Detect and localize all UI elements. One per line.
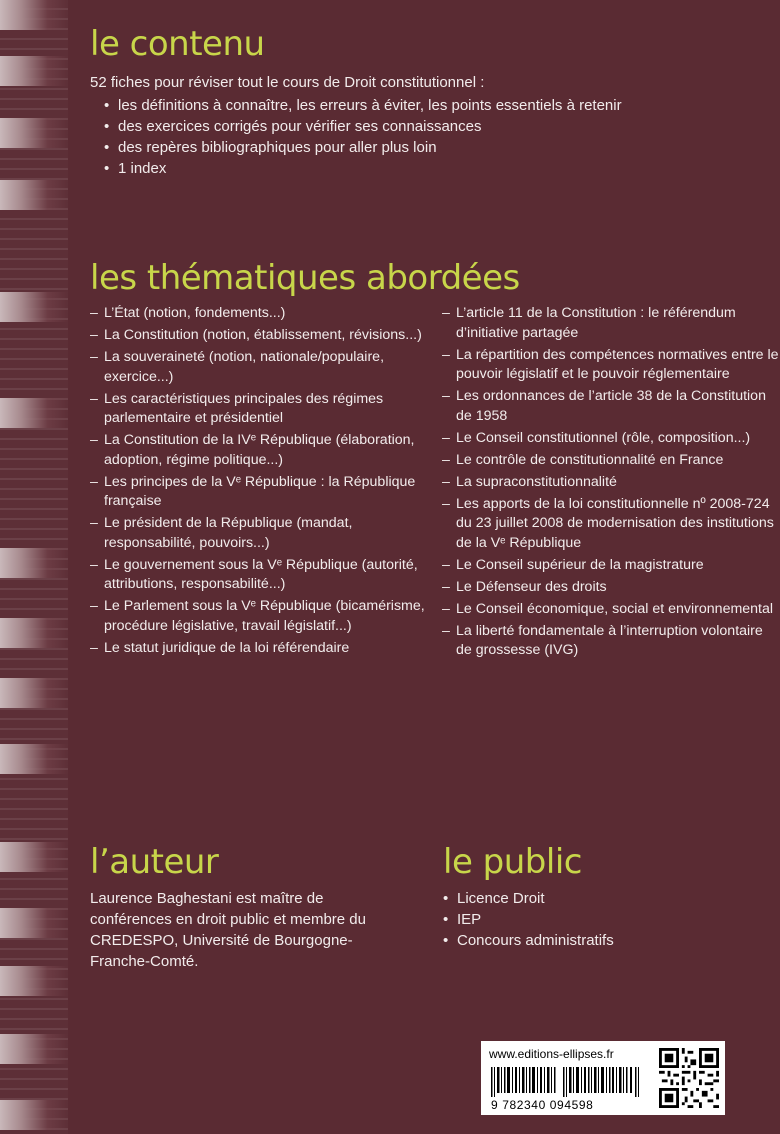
list-item: – Le président de la République (mandat, responsabilité, pouvoirs...)	[90, 514, 430, 553]
isbn-number: 9 782340 094598	[491, 1098, 594, 1112]
auteur-heading: l’auteur	[90, 842, 219, 882]
list-item: – La répartition des compétences normatives entre le pouvoir législatif et le pouvoir réglementaire	[442, 346, 780, 385]
thematiques-left-column	[90, 304, 430, 661]
list-item: – Les ordonnances de l’article 38 de la Constitution de 1958	[442, 387, 780, 426]
stripe-band	[0, 0, 68, 30]
list-item: – Le Défenseur des droits	[442, 578, 780, 598]
list-item: – Le gouvernement sous la Vᵉ République (autorité, attributions, responsabilité...)	[90, 556, 430, 595]
stripe-band	[0, 548, 68, 578]
list-item: • IEP	[443, 909, 743, 930]
public-list	[443, 888, 743, 951]
list-item: • Concours administratifs	[443, 930, 743, 951]
list-item: • des exercices corrigés pour vérifier ses connaissances	[104, 116, 730, 137]
stripe-band	[0, 842, 68, 872]
stripe-band	[0, 908, 68, 938]
contenu-lead: 52 fiches pour réviser tout le cours de Droit constitutionnel :	[90, 74, 485, 91]
qr-code-icon[interactable]	[659, 1047, 719, 1109]
list-item: – La supraconstitutionnalité	[442, 473, 780, 493]
list-item: – Le Conseil économique, social et environnemental	[442, 600, 780, 620]
stripe-band	[0, 678, 68, 708]
contenu-heading: le contenu	[90, 24, 265, 64]
list-item: – L’État (notion, fondements...)	[90, 304, 430, 324]
stripe-band	[0, 56, 68, 86]
section-auteur	[90, 840, 390, 972]
list-item: – Le contrôle de constitutionnalité en France	[442, 451, 780, 471]
list-item: – La Constitution de la IVᵉ République (élaboration, adoption, régime politique...)	[90, 431, 430, 470]
list-item: • Licence Droit	[443, 888, 743, 909]
stripe-band	[0, 118, 68, 148]
list-item: – Le statut juridique de la loi référendaire	[90, 639, 430, 659]
list-item: – La Constitution (notion, établissement, révisions...)	[90, 326, 430, 346]
stripe-band	[0, 1034, 68, 1064]
list-item: – Les apports de la loi constitutionnelle nº 2008-724 du 23 juillet 2008 de modernisation des institutions de la Vᵉ République	[442, 495, 780, 554]
list-item: – Les caractéristiques principales des régimes parlementaire et présidentiel	[90, 390, 430, 429]
list-item: • 1 index	[104, 158, 730, 179]
section-thematiques	[90, 256, 779, 658]
list-item: • les définitions à connaître, les erreurs à éviter, les points essentiels à retenir	[104, 95, 730, 116]
stripe-band	[0, 744, 68, 774]
list-item: – Le Conseil supérieur de la magistrature	[442, 556, 780, 576]
thematiques-heading: les thématiques abordées	[90, 258, 520, 298]
stripe-band	[0, 180, 68, 210]
list-item: • des repères bibliographiques pour aller plus loin	[104, 137, 730, 158]
list-item: – La liberté fondamentale à l’interruption volontaire de grossesse (IVG)	[442, 622, 780, 661]
list-item: – La souveraineté (notion, nationale/populaire, exercice...)	[90, 348, 430, 387]
thematiques-right-column	[442, 304, 780, 663]
stripe-band	[0, 1100, 68, 1130]
stripe-band	[0, 398, 68, 428]
list-item: – Le Conseil constitutionnel (rôle, composition...)	[442, 429, 780, 449]
stripe-band	[0, 618, 68, 648]
barcode-panel	[481, 1041, 725, 1115]
list-item: – Le Parlement sous la Vᵉ République (bicamérisme, procédure législative, travail législatif...)	[90, 597, 430, 636]
stripe-band	[0, 292, 68, 322]
publisher-url: www.editions-ellipses.fr	[489, 1047, 614, 1061]
public-heading: le public	[443, 842, 582, 882]
section-public	[443, 840, 743, 951]
list-item: – L’article 11 de la Constitution : le référendum d’initiative partagée	[442, 304, 780, 343]
list-item: – Les principes de la Vᵉ République : la République française	[90, 473, 430, 512]
stripe-band	[0, 966, 68, 996]
contenu-list	[104, 95, 730, 179]
section-contenu	[90, 22, 730, 179]
barcode-icon	[491, 1067, 641, 1097]
auteur-bio: Laurence Baghestani est maître de conférences en droit public et membre du CREDESPO, Université de Bourgogne-Franche-Comté.	[90, 890, 366, 970]
